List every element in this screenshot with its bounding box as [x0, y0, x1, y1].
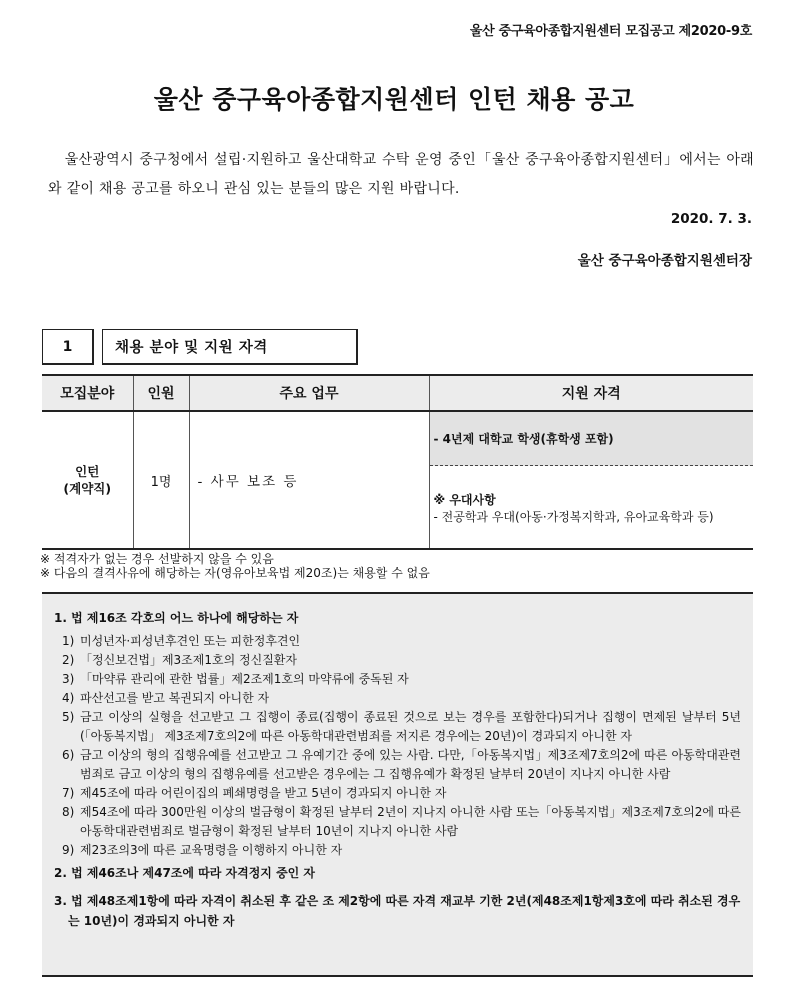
- note-item: ※ 적격자가 없는 경우 선발하지 않을 수 있음: [40, 552, 274, 566]
- table-header-row: [42, 375, 753, 411]
- disqualification-head-3: 3. 법 제48조제1항에 따라 자격이 취소된 후 같은 조 제2항에 따른 자격 재교부 기한 2년(제48조제1항제3호에 따라 취소된 경우는 10년)이 경과되지 아니한 자: [54, 894, 741, 928]
- cell-field: [42, 411, 133, 549]
- disqualification-list: [54, 632, 741, 860]
- notes: [40, 552, 430, 580]
- list-item: 7) 제45조에 따라 어린이집의 폐쇄명령을 받고 5년이 경과되지 아니한 자: [62, 786, 447, 800]
- signature: 울산 중구육아종합지원센터장: [577, 253, 752, 269]
- list-item: 1) 미성년자·피성년후견인 또는 피한정후견인: [62, 634, 301, 648]
- list-item: 6) 금고 이상의 형의 집행유예를 선고받고 그 유예기간 중에 있는 사람. 다만,「아동복지법」제3조제7호의2에 따른 아동학대관련범죄로 금고 이상의 형의 집행유예를 선고받은 경우에는 그 집행유예가 확정된 날부터 20년이 지나지 아니한 사람: [62, 748, 741, 781]
- intro-text: 울산광역시 중구청에서 설립·지원하고 울산대학교 수탁 운영 중인「울산 중구육아종합지원센터」에서는 아래와 같이 채용 공고를 하오니 관심 있는 분들의 많은 지원 바랍니다.: [48, 152, 754, 197]
- table-row: [42, 411, 753, 549]
- disqualification-box: [42, 592, 753, 977]
- list-item: 4) 파산선고를 받고 복권되지 아니한 자: [62, 691, 270, 705]
- list-item: 3) 「마약류 관리에 관한 법률」제2조제1호의 마약류에 중독된 자: [62, 672, 409, 686]
- cell-duty: - 사무 보조 등: [189, 411, 429, 549]
- preference-title: ※ 우대사항: [433, 493, 496, 507]
- header-field: 모집분야: [42, 375, 133, 411]
- list-item: 9) 제23조의3에 따른 교육명령을 이행하지 아니한 자: [62, 843, 343, 857]
- section-title: 채용 분야 및 지원 자격: [102, 329, 358, 365]
- header-count: 인원: [133, 375, 189, 411]
- cell-count: 1명: [133, 411, 189, 549]
- note-item: ※ 다음의 결격사유에 해당하는 자(영유아보육법 제20조)는 채용할 수 없음: [40, 566, 430, 580]
- cell-qualification: [429, 411, 753, 549]
- list-item: 8) 제54조에 따라 300만원 이상의 벌금형이 확정된 날부터 2년이 지나지 아니한 사람 또는「아동복지법」제3조제7호의2에 따른 아동학대관련범죄로 벌금형이 확정된 날부터 10년이 지나지 아니한 사람: [62, 805, 741, 838]
- list-item: 5) 금고 이상의 실형을 선고받고 그 집행이 종료(집행이 종료된 것으로 보는 경우를 포함한다)되거나 집행이 면제된 날부터 5년(「아동복지법」 제3조제7호의2에 따른 아동학대관련범죄를 저지른 경우에는 20년)이 경과되지 아니한 자: [62, 710, 741, 743]
- notice-number: 울산 중구육아종합지원센터 모집공고 제2020-9호: [469, 24, 752, 39]
- intro-paragraph: [48, 146, 754, 204]
- disqualification-head-1: 1. 법 제16조 각호의 어느 하나에 해당하는 자: [54, 611, 299, 625]
- recruit-table: [42, 374, 753, 550]
- header-duty: 주요 업무: [189, 375, 429, 411]
- disqualification-head-2: 2. 법 제46조나 제47조에 따라 자격정지 중인 자: [54, 866, 316, 880]
- section-number: 1: [42, 329, 94, 365]
- preference-item: - 전공학과 우대(아동·가정복지학과, 유아교육학과 등): [433, 510, 714, 524]
- qualification-main: - 4년제 대학교 학생(휴학생 포함): [430, 412, 754, 466]
- page-title: 울산 중구육아종합지원센터 인턴 채용 공고: [153, 85, 635, 114]
- field-name: 인턴: [75, 464, 100, 479]
- preference-block: [430, 466, 754, 536]
- field-type: (계약직): [63, 481, 112, 496]
- notice-date: 2020. 7. 3.: [670, 211, 752, 227]
- header-qualification: 지원 자격: [429, 375, 753, 411]
- list-item: 2) 「정신보건법」제3조제1호의 정신질환자: [62, 653, 297, 667]
